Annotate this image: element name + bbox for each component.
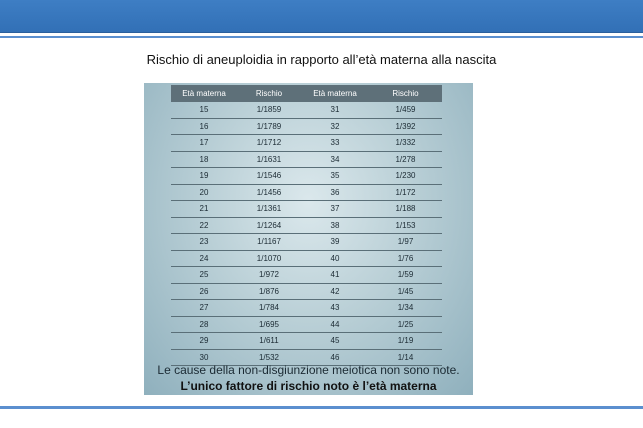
table-row <box>171 151 442 168</box>
cell-risk: 1/19 <box>369 333 442 350</box>
cell-maternal-age: 42 <box>301 283 369 300</box>
cell-maternal-age: 27 <box>171 300 237 317</box>
risk-table-image <box>144 83 473 395</box>
cell-maternal-age: 46 <box>301 349 369 366</box>
table-row <box>171 234 442 251</box>
cell-risk: 1/1167 <box>237 234 301 251</box>
header-rule <box>0 36 643 38</box>
cell-maternal-age: 37 <box>301 201 369 218</box>
cell-risk: 1/1264 <box>237 217 301 234</box>
cell-maternal-age: 43 <box>301 300 369 317</box>
cell-risk: 1/230 <box>369 168 442 185</box>
header-maternal-age-1: Età materna <box>171 85 237 102</box>
cell-maternal-age: 24 <box>171 250 237 267</box>
cell-risk: 1/14 <box>369 349 442 366</box>
cell-maternal-age: 41 <box>301 267 369 284</box>
cell-risk: 1/1631 <box>237 151 301 168</box>
table-row <box>171 283 442 300</box>
cell-maternal-age: 17 <box>171 135 237 152</box>
cell-risk: 1/97 <box>369 234 442 251</box>
header-risk-1: Rischio <box>237 85 301 102</box>
table-row <box>171 316 442 333</box>
table-row <box>171 201 442 218</box>
cell-maternal-age: 29 <box>171 333 237 350</box>
cell-maternal-age: 35 <box>301 168 369 185</box>
cell-maternal-age: 16 <box>171 118 237 135</box>
cell-maternal-age: 39 <box>301 234 369 251</box>
cell-maternal-age: 30 <box>171 349 237 366</box>
cell-risk: 1/876 <box>237 283 301 300</box>
cell-maternal-age: 44 <box>301 316 369 333</box>
table-row <box>171 102 442 118</box>
cell-risk: 1/695 <box>237 316 301 333</box>
cell-maternal-age: 33 <box>301 135 369 152</box>
cell-risk: 1/59 <box>369 267 442 284</box>
cell-risk: 1/611 <box>237 333 301 350</box>
cell-maternal-age: 21 <box>171 201 237 218</box>
cell-maternal-age: 20 <box>171 184 237 201</box>
cell-risk: 1/1789 <box>237 118 301 135</box>
cell-maternal-age: 45 <box>301 333 369 350</box>
cell-risk: 1/278 <box>369 151 442 168</box>
cell-risk: 1/188 <box>369 201 442 218</box>
cell-risk: 1/332 <box>369 135 442 152</box>
cell-maternal-age: 36 <box>301 184 369 201</box>
header-maternal-age-2: Età materna <box>301 85 369 102</box>
header-risk-2: Rischio <box>369 85 442 102</box>
cell-maternal-age: 25 <box>171 267 237 284</box>
cell-maternal-age: 23 <box>171 234 237 251</box>
table-header-row <box>171 85 442 102</box>
cell-risk: 1/1859 <box>237 102 301 118</box>
table-row <box>171 333 442 350</box>
cell-risk: 1/153 <box>369 217 442 234</box>
cell-risk: 1/1456 <box>237 184 301 201</box>
table-body <box>171 102 442 366</box>
table-row <box>171 168 442 185</box>
table-row <box>171 118 442 135</box>
note-line-1: Le cause della non-disgiunzione meiotica non sono note. <box>157 363 460 377</box>
cell-risk: 1/1712 <box>237 135 301 152</box>
cell-risk: 1/392 <box>369 118 442 135</box>
slide-title: Rischio di aneuploidia in rapporto all’età materna alla nascita <box>146 52 497 67</box>
cell-maternal-age: 19 <box>171 168 237 185</box>
cell-risk: 1/784 <box>237 300 301 317</box>
cell-risk: 1/459 <box>369 102 442 118</box>
cell-risk: 1/34 <box>369 300 442 317</box>
cell-maternal-age: 15 <box>171 102 237 118</box>
cell-maternal-age: 32 <box>301 118 369 135</box>
cell-maternal-age: 22 <box>171 217 237 234</box>
cell-risk: 1/76 <box>369 250 442 267</box>
table-row <box>171 184 442 201</box>
cell-risk: 1/45 <box>369 283 442 300</box>
cell-risk: 1/1361 <box>237 201 301 218</box>
table-row <box>171 267 442 284</box>
cell-risk: 1/1070 <box>237 250 301 267</box>
table-row <box>171 217 442 234</box>
cell-maternal-age: 18 <box>171 151 237 168</box>
cell-risk: 1/532 <box>237 349 301 366</box>
table-row <box>171 250 442 267</box>
footer-rule <box>0 406 643 409</box>
cell-risk: 1/972 <box>237 267 301 284</box>
note-line-2: L’unico fattore di rischio noto è l’età materna <box>180 379 437 393</box>
table-row <box>171 300 442 317</box>
cell-maternal-age: 26 <box>171 283 237 300</box>
cell-maternal-age: 40 <box>301 250 369 267</box>
cell-risk: 1/172 <box>369 184 442 201</box>
cell-maternal-age: 38 <box>301 217 369 234</box>
cell-maternal-age: 34 <box>301 151 369 168</box>
cell-risk: 1/25 <box>369 316 442 333</box>
table-row <box>171 135 442 152</box>
cell-maternal-age: 28 <box>171 316 237 333</box>
header-bar <box>0 0 643 33</box>
risk-table <box>171 85 442 366</box>
cell-maternal-age: 31 <box>301 102 369 118</box>
cell-risk: 1/1546 <box>237 168 301 185</box>
